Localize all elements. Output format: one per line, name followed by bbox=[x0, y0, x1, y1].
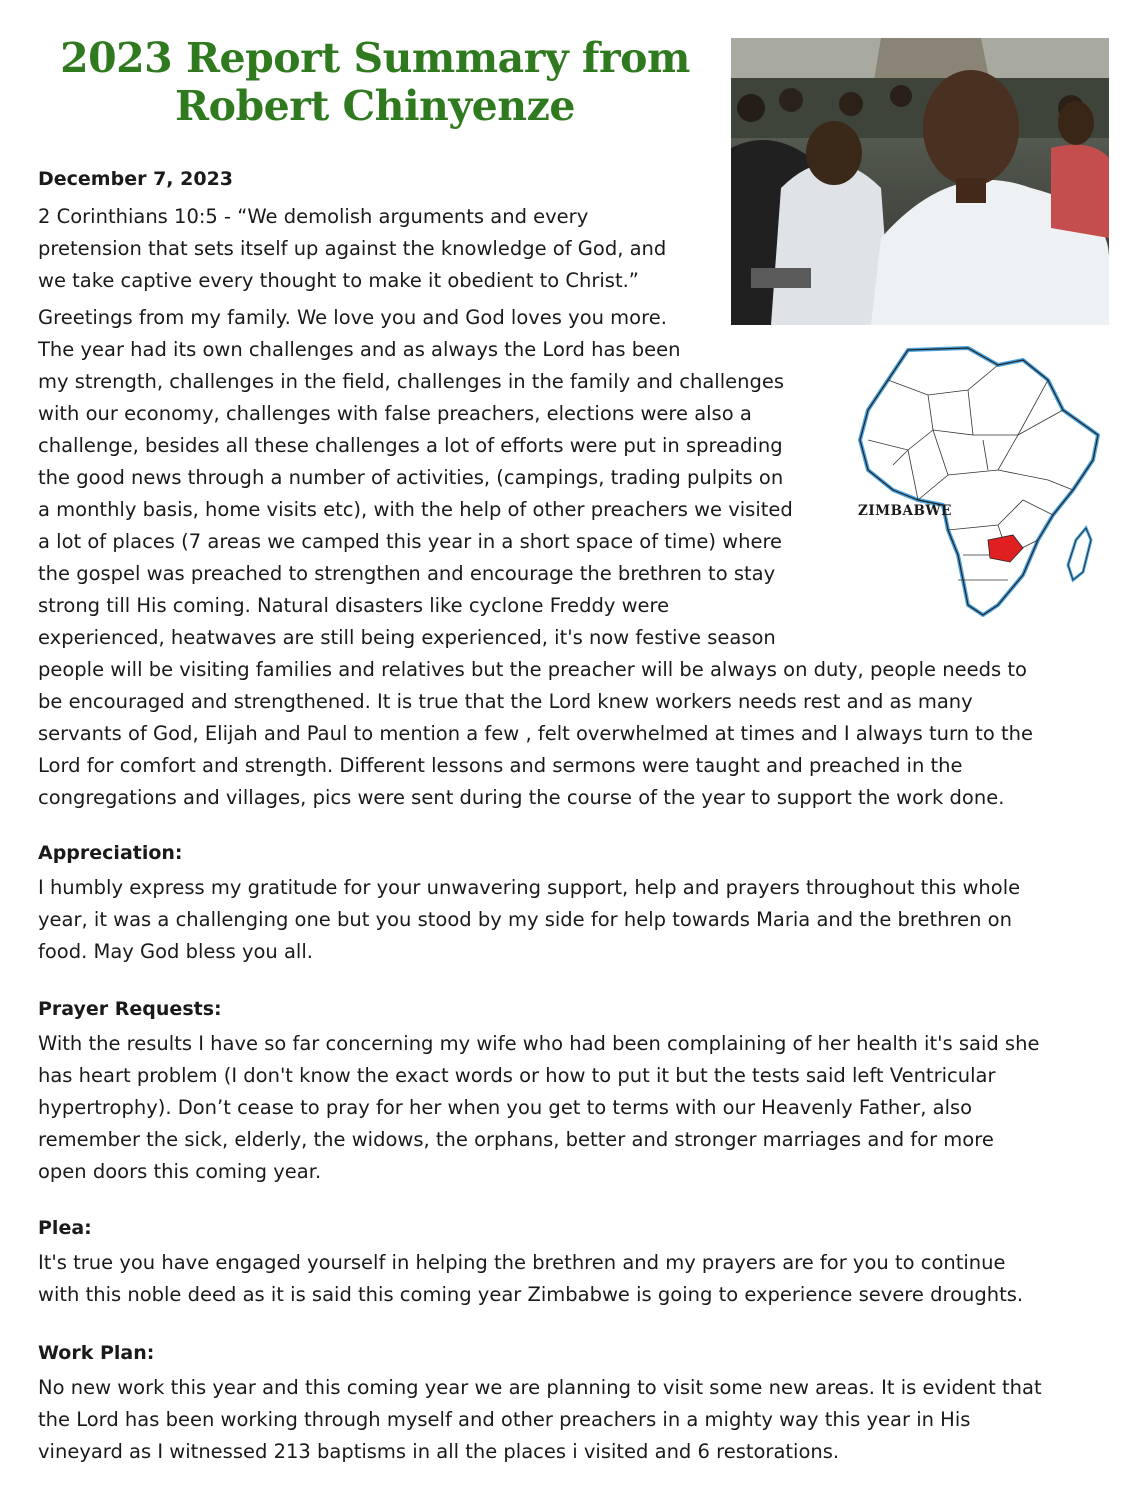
intro-line: servants of God, Elijah and Paul to mention a few , felt overwhelmed at times and I always turn to the bbox=[38, 722, 1033, 745]
photo-illustration bbox=[731, 38, 1109, 325]
title-line-2: Robert Chinyenze bbox=[175, 82, 575, 130]
map-label-zimbabwe: ZIMBABWE bbox=[858, 503, 952, 519]
intro-line: with our economy, challenges with false preachers, elections were also a bbox=[38, 402, 752, 425]
appreciation-line: year, it was a challenging one but you stood by my side for help towards Maria and the brethren on bbox=[38, 908, 1012, 931]
report-date: December 7, 2023 bbox=[38, 168, 234, 190]
appreciation-heading: Appreciation: bbox=[38, 842, 183, 864]
intro-line: strong till His coming. Natural disasters like cyclone Freddy were bbox=[38, 594, 670, 617]
preacher-photo bbox=[731, 38, 1109, 325]
intro-line: congregations and villages, pics were sent during the course of the year to support the work done. bbox=[38, 786, 1005, 809]
intro-line: The year had its own challenges and as always the Lord has been bbox=[38, 338, 681, 361]
scripture-line: pretension that sets itself up against the knowledge of God, and bbox=[38, 237, 667, 260]
scripture-line: we take captive every thought to make it obedient to Christ.” bbox=[38, 269, 639, 292]
intro-line: Lord for comfort and strength. Different lessons and sermons were taught and preached in the bbox=[38, 754, 963, 777]
prayer-line: With the results I have so far concerning my wife who had been complaining of her health it's said she bbox=[38, 1032, 1040, 1055]
intro-line: people will be visiting families and relatives but the preacher will be always on duty, people needs to bbox=[38, 658, 1027, 681]
prayer-line: open doors this coming year. bbox=[38, 1160, 322, 1183]
intro-line: my strength, challenges in the field, challenges in the family and challenges bbox=[38, 370, 785, 393]
appreciation-line: food. May God bless you all. bbox=[38, 940, 313, 963]
prayer-line: hypertrophy). Don’t cease to pray for her when you get to terms with our Heavenly Father, also bbox=[38, 1096, 973, 1119]
plea-line: It's true you have engaged yourself in helping the brethren and my prayers are for you to continue bbox=[38, 1251, 1006, 1274]
plea-line: with this noble deed as it is said this coming year Zimbabwe is going to experience severe droughts. bbox=[38, 1283, 1024, 1306]
intro-paragraph bbox=[38, 302, 1033, 814]
work-plan-heading: Work Plan: bbox=[38, 1342, 155, 1364]
workplan-line: the Lord has been working through myself and other preachers in a mighty way this year in His bbox=[38, 1408, 971, 1431]
appreciation-line: I humbly express my gratitude for your unwavering support, help and prayers throughout this whole bbox=[38, 876, 1021, 899]
intro-line: Greetings from my family. We love you and God loves you more. bbox=[38, 306, 667, 329]
workplan-line: vineyard as I witnessed 213 baptisms in all the places i visited and 6 restorations. bbox=[38, 1440, 840, 1463]
page-title bbox=[38, 34, 712, 130]
prayer-requests-paragraph bbox=[38, 1028, 1039, 1188]
intro-line: experienced, heatwaves are still being experienced, it's now festive season bbox=[38, 626, 776, 649]
plea-heading: Plea: bbox=[38, 1217, 92, 1239]
title-line-1: 2023 Report Summary from bbox=[60, 34, 690, 82]
prayer-line: has heart problem (I don't know the exact words or how to put it but the tests said left Ventricular bbox=[38, 1064, 996, 1087]
intro-line: a lot of places (7 areas we camped this year in a short space of time) where bbox=[38, 530, 783, 553]
intro-line: a monthly basis, home visits etc), with the help of other preachers we visited bbox=[38, 498, 793, 521]
appreciation-paragraph bbox=[38, 872, 1020, 968]
work-plan-paragraph bbox=[38, 1372, 1042, 1468]
plea-paragraph bbox=[38, 1247, 1023, 1311]
scripture-quote bbox=[38, 201, 666, 297]
prayer-line: remember the sick, elderly, the widows, the orphans, better and stronger marriages and for more bbox=[38, 1128, 994, 1151]
scripture-line: 2 Corinthians 10:5 - “We demolish arguments and every bbox=[38, 205, 589, 228]
intro-line: be encouraged and strengthened. It is true that the Lord knew workers needs rest and as many bbox=[38, 690, 973, 713]
prayer-requests-heading: Prayer Requests: bbox=[38, 998, 222, 1020]
intro-line: the gospel was preached to strengthen and encourage the brethren to stay bbox=[38, 562, 776, 585]
workplan-line: No new work this year and this coming year we are planning to visit some new areas. It is evident that bbox=[38, 1376, 1042, 1399]
intro-line: challenge, besides all these challenges a lot of efforts were put in spreading bbox=[38, 434, 783, 457]
intro-line: the good news through a number of activities, (campings, trading pulpits on bbox=[38, 466, 784, 489]
